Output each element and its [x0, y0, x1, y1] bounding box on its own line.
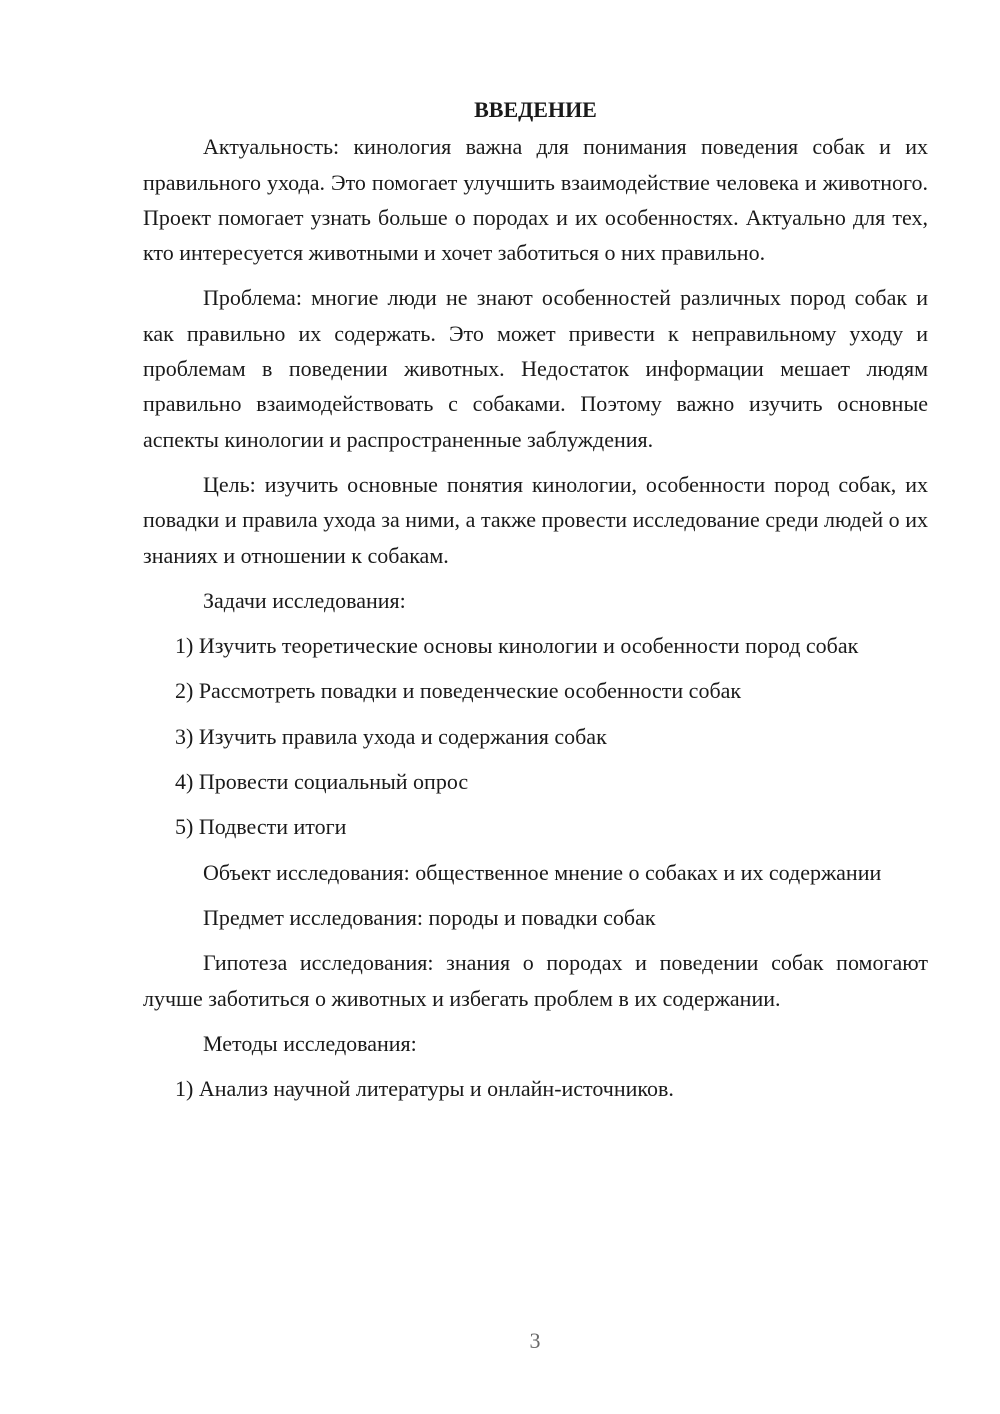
- task-item-5: 5) Подвести итоги: [175, 814, 347, 840]
- object-paragraph: Объект исследования: общественное мнение о собаках и их содержании: [203, 859, 882, 885]
- task-item-2: 2) Рассмотреть повадки и поведенческие особенности собак: [175, 678, 742, 704]
- tasks-heading: Задачи исследования:: [203, 587, 406, 613]
- task-item-1: 1) Изучить теоретические основы кинологии и особенности пород собак: [175, 633, 859, 659]
- task-item-3: 3) Изучить правила ухода и содержания собак: [175, 723, 607, 749]
- document-page: [143, 92, 928, 1116]
- subject-paragraph: Предмет исследования: породы и повадки собак: [203, 904, 656, 930]
- methods-heading: Методы исследования:: [203, 1030, 417, 1056]
- section-title: ВВЕДЕНИЕ: [474, 97, 597, 122]
- hypothesis-paragraph: Гипотеза исследования: знания о породах и поведении собак помогают лучше заботиться о животных и избегать проблем в их содержании.: [143, 950, 928, 1011]
- problem-paragraph: Проблема: многие люди не знают особенностей различных пород собак и как правильно их содержать. Это может привести к неправильному уходу и проблемам в поведении животных. Недостаток информации мешает людям правильно взаимодействовать с собаками. Поэтому важно изучить основные аспекты кинологии и распространенные заблуждения.: [143, 285, 928, 452]
- method-item-1: 1) Анализ научной литературы и онлайн-источников.: [175, 1076, 674, 1102]
- task-item-4: 4) Провести социальный опрос: [175, 769, 469, 795]
- page-number: 3: [529, 1328, 541, 1353]
- relevance-paragraph: Актуальность: кинология важна для понимания поведения собак и их правильного ухода. Это помогает улучшить взаимодействие человека и животного. Проект помогает узнать больше о породах и их особенностях. Актуально для тех, кто интересуется животными и хочет заботиться о них правильно.: [143, 134, 928, 266]
- goal-paragraph: Цель: изучить основные понятия кинологии, особенности пород собак, их повадки и правила ухода за ними, а также провести исследование среди людей о их знаниях и отношении к собакам.: [143, 471, 928, 568]
